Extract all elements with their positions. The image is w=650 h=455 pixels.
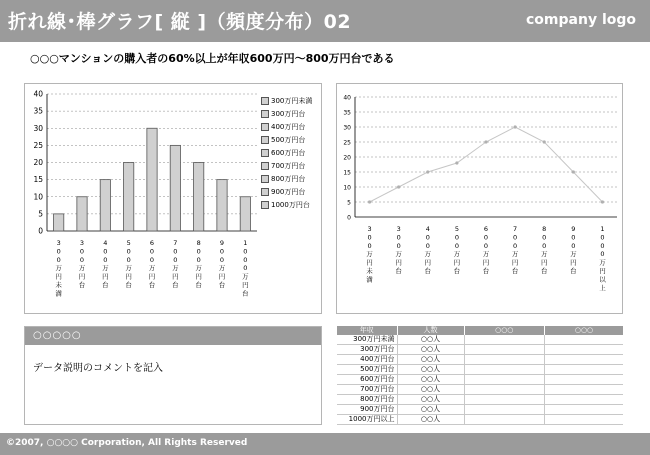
comment-title: ○○○○○: [25, 327, 321, 345]
table-header-income: 年収: [337, 326, 398, 335]
table-cell: 700万円台: [337, 385, 398, 395]
table-cell: ○○人: [397, 385, 464, 395]
table-row: [337, 365, 624, 375]
table-cell: [464, 355, 545, 365]
table-header-col3: ○○○: [464, 326, 545, 335]
legend-item: [261, 120, 318, 133]
y-tick-label: 15: [343, 169, 351, 177]
x-tick-label: 9 0 0 万円台: [570, 225, 577, 275]
x-tick-label: 3 0 0 万円台: [78, 239, 86, 289]
x-tick-label: 4 0 0 万円台: [102, 239, 109, 289]
table-cell: [545, 335, 623, 345]
table-cell: [464, 395, 545, 405]
table-cell: 500万円台: [337, 365, 398, 375]
table-cell: [464, 405, 545, 415]
legend-item: [261, 185, 318, 198]
y-tick-label: 40: [33, 89, 43, 99]
bar: [124, 163, 134, 232]
bar-chart-legend: [261, 94, 318, 211]
y-tick-label: 25: [343, 139, 351, 147]
legend-item: [261, 159, 318, 172]
table-row: [337, 345, 624, 355]
data-point: [572, 170, 575, 173]
table-cell: [464, 345, 545, 355]
table-cell: [545, 375, 623, 385]
legend-swatch: [261, 110, 269, 118]
table-cell: 1000万円以上: [337, 415, 398, 425]
bar: [217, 180, 227, 231]
legend-swatch: [261, 123, 269, 131]
data-point: [514, 125, 517, 128]
table-cell: 900万円台: [337, 405, 398, 415]
line-chart: [337, 84, 624, 315]
table-cell: ○○人: [397, 395, 464, 405]
data-point: [426, 170, 429, 173]
x-tick-label: 6 0 0 万円台: [148, 239, 156, 289]
y-tick-label: 5: [38, 209, 43, 219]
legend-swatch: [261, 97, 269, 105]
table-row: [337, 395, 624, 405]
x-tick-label: 5 0 0 万円台: [125, 239, 132, 289]
table-cell: ○○人: [397, 365, 464, 375]
x-tick-label: 3 0 0 万円未満: [55, 239, 62, 298]
legend-item: [261, 133, 318, 146]
bar: [54, 214, 64, 231]
x-tick-label: 8 0 0 万円台: [195, 239, 202, 289]
legend-swatch: [261, 162, 269, 170]
table-cell: ○○人: [397, 375, 464, 385]
table-row: [337, 335, 624, 345]
data-point: [601, 200, 604, 203]
bar: [170, 145, 180, 231]
table-cell: 800万円台: [337, 395, 398, 405]
table-cell: [545, 385, 623, 395]
table-header-row: [337, 326, 624, 335]
table-cell: [464, 375, 545, 385]
table-cell: 300万円台: [337, 345, 398, 355]
table-row: [337, 405, 624, 415]
legend-swatch: [261, 149, 269, 157]
y-tick-label: 0: [347, 214, 351, 222]
data-point: [368, 200, 371, 203]
chart-subtitle: ○○○マンションの購入者の60%以上が年収600万円～800万円台である: [30, 52, 395, 65]
y-tick-label: 10: [343, 184, 351, 192]
legend-label: 600万円台: [271, 148, 306, 157]
table-cell: ○○人: [397, 415, 464, 425]
footer-bar: [0, 433, 650, 455]
data-table: [336, 326, 623, 425]
table-cell: [545, 355, 623, 365]
table-cell: [464, 415, 545, 425]
y-tick-label: 30: [343, 124, 351, 132]
legend-label: 500万円台: [271, 135, 306, 144]
legend-item: [261, 107, 318, 120]
header-bar: [0, 0, 650, 42]
page-title: 折れ線･棒グラフ[ 縦 ]（頻度分布）02: [8, 11, 352, 33]
x-tick-label: 1 0 0 0 万円以上: [599, 225, 606, 292]
bar: [240, 197, 250, 231]
table-cell: [545, 345, 623, 355]
table-header-col4: ○○○: [545, 326, 623, 335]
x-tick-label: 6 0 0 万円台: [482, 225, 490, 275]
table-row: [337, 375, 624, 385]
legend-swatch: [261, 136, 269, 144]
x-tick-label: 9 0 0 万円台: [218, 239, 226, 289]
table-cell: [464, 335, 545, 345]
legend-swatch: [261, 175, 269, 183]
table-cell: ○○人: [397, 355, 464, 365]
table-cell: [545, 395, 623, 405]
data-point: [397, 185, 400, 188]
legend-label: 1000万円台: [271, 200, 310, 209]
bar-chart-panel: [24, 83, 322, 314]
table-cell: ○○人: [397, 405, 464, 415]
line-chart-panel: [336, 83, 623, 314]
legend-swatch: [261, 201, 269, 209]
bar: [194, 163, 204, 232]
legend-label: 900万円台: [271, 187, 306, 196]
table-cell: 400万円台: [337, 355, 398, 365]
table-row: [337, 355, 624, 365]
table-cell: [464, 365, 545, 375]
y-tick-label: 20: [343, 154, 351, 162]
legend-item: [261, 146, 318, 159]
table-cell: [545, 415, 623, 425]
y-tick-label: 25: [33, 140, 43, 150]
legend-item: [261, 94, 318, 107]
table-cell: [545, 365, 623, 375]
data-point: [455, 161, 458, 164]
company-logo: company logo: [526, 12, 636, 28]
y-tick-label: 10: [33, 192, 43, 202]
table-cell: 600万円台: [337, 375, 398, 385]
bar: [100, 180, 110, 231]
legend-label: 400万円台: [271, 122, 306, 131]
legend-swatch: [261, 188, 269, 196]
x-tick-label: 7 0 0 万円台: [172, 239, 179, 289]
y-tick-label: 5: [347, 199, 351, 207]
legend-label: 700万円台: [271, 161, 306, 170]
table-cell: [464, 385, 545, 395]
x-tick-label: 4 0 0 万円台: [424, 225, 432, 275]
x-tick-label: 7 0 0 万円台: [511, 225, 519, 275]
comment-panel: [24, 326, 322, 425]
x-tick-label: 3 0 0 万円台: [395, 225, 402, 275]
x-tick-label: 5 0 0 万円台: [453, 225, 461, 275]
bar: [147, 128, 157, 231]
bar: [77, 197, 87, 231]
table-cell: [545, 405, 623, 415]
y-tick-label: 30: [33, 123, 43, 133]
data-point: [543, 140, 546, 143]
data-point: [484, 140, 487, 143]
table-row: [337, 385, 624, 395]
table-row: [337, 415, 624, 425]
x-tick-label: 8 0 0 万円台: [540, 225, 548, 275]
y-tick-label: 15: [33, 175, 43, 185]
legend-item: [261, 198, 318, 211]
x-tick-label: 3 0 0 万円未満: [366, 225, 373, 284]
x-tick-label: 1 0 0 0 万円台: [242, 239, 249, 298]
table-cell: ○○人: [397, 345, 464, 355]
legend-label: 300万円未満: [271, 96, 313, 105]
legend-item: [261, 172, 318, 185]
table-cell: 300万円未満: [337, 335, 398, 345]
legend-label: 300万円台: [271, 109, 306, 118]
comment-text: データ説明のコメントを記入: [33, 363, 163, 374]
y-tick-label: 35: [33, 106, 43, 116]
y-tick-label: 0: [38, 226, 43, 236]
y-tick-label: 35: [343, 109, 351, 117]
copyright-text: ©2007, ○○○○ Corporation, All Rights Reserved: [6, 438, 248, 448]
table-header-count: 人数: [397, 326, 464, 335]
y-tick-label: 20: [33, 158, 43, 167]
legend-label: 800万円台: [271, 174, 306, 183]
y-tick-label: 40: [343, 94, 351, 102]
series-line: [370, 127, 603, 202]
table-cell: ○○人: [397, 335, 464, 345]
